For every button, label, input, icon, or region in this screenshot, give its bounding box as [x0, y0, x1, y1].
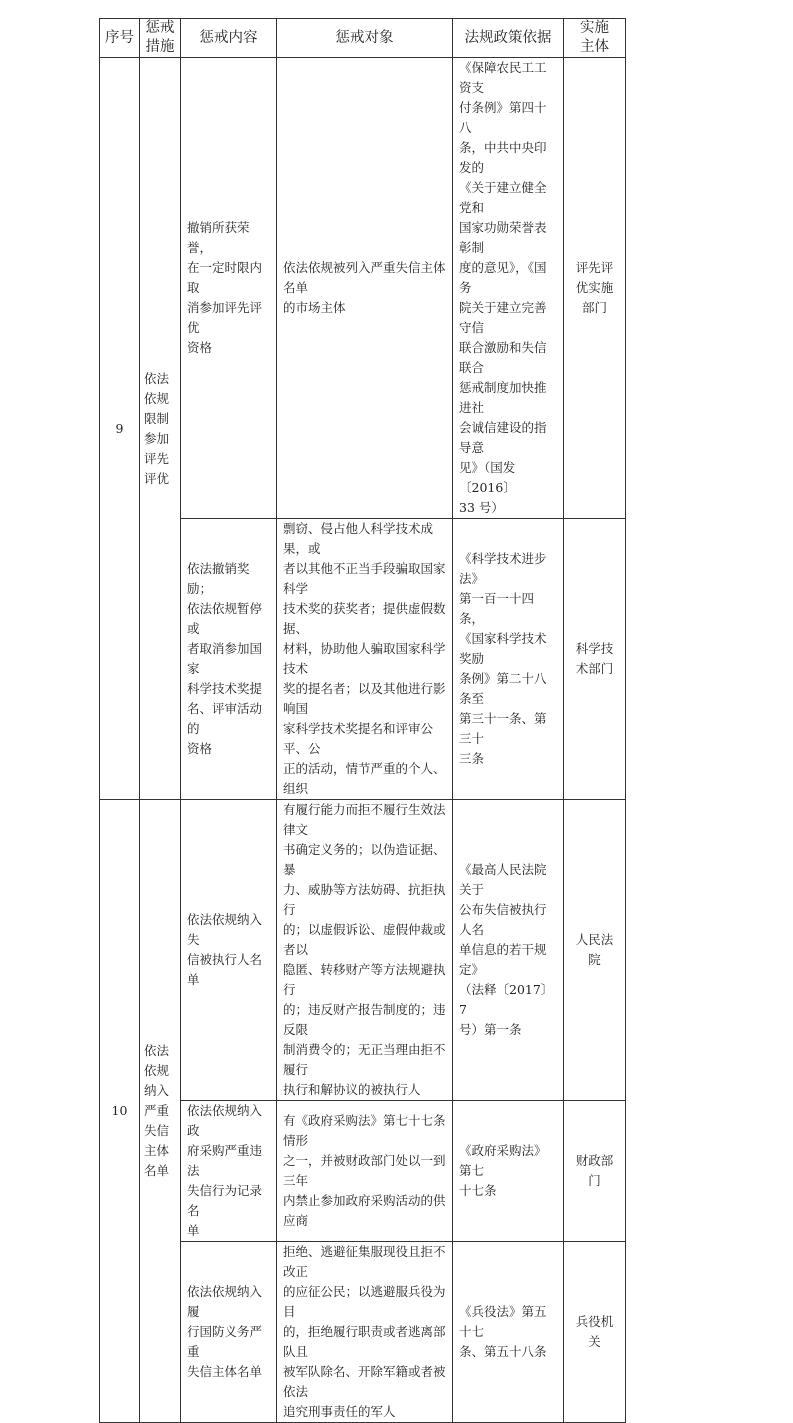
punishment-target: 拒绝、逃避征集服现役且拒不改正 的应征公民；以逃避服兵役为目 的，拒绝履行职责或者逃离部队且 被军队除名、开除军籍或者被依法 追究刑事责任的军人	[277, 1242, 453, 1423]
punishment-table	[99, 18, 626, 1423]
punishment-content: 依法依规纳入失 信被执行人名单	[181, 800, 277, 1101]
header-measure: 惩戒 措施	[140, 19, 181, 58]
punishment-content: 撤销所获荣誉， 在一定时限内取 消参加评先评优 资格	[181, 58, 277, 519]
implementing-agency: 科学技 术部门	[564, 519, 626, 800]
header-agency: 实施 主体	[564, 19, 626, 58]
punishment-content: 依法依规纳入政 府采购严重违法 失信行为记录名 单	[181, 1101, 277, 1242]
policy-basis: 《最高人民法院关于 公布失信被执行人名 单信息的若干规定》 （法释〔2017〕7 号）第一条	[453, 800, 564, 1101]
punishment-target: 有《政府采购法》第七十七条情形 之一，并被财政部门处以一到三年 内禁止参加政府采购活动的供应商	[277, 1101, 453, 1242]
punishment-target: 有履行能力而拒不履行生效法律文 书确定义务的；以伪造证据、暴 力、威胁等方法妨碍、抗拒执行 的；以虚假诉讼、虚假仲裁或者以 隐匿、转移财产等方法规避执行 的；违反财产报告制度的；违反限 制消费令的；无正当理由拒不履行 执行和解协议的被执行人	[277, 800, 453, 1101]
header-content: 惩戒内容	[181, 19, 277, 58]
table-header-row	[100, 19, 626, 58]
implementing-agency: 财政部 门	[564, 1101, 626, 1242]
punishment-measure: 依法 依规 纳入 严重 失信 主体 名单	[140, 800, 181, 1423]
punishment-target: 剽窃、侵占他人科学技术成果，或 者以其他不正当手段骗取国家科学 技术奖的获奖者；提供虚假数据、 材料，协助他人骗取国家科学技术 奖的提名者；以及其他进行影响国 家科学技术奖提名和评审公平、公 正的活动，情节严重的个人、组织	[277, 519, 453, 800]
row-number: 10	[100, 800, 140, 1423]
implementing-agency: 评先评 优实施 部门	[564, 58, 626, 519]
punishment-content: 依法依规纳入履 行国防义务严重 失信主体名单	[181, 1242, 277, 1423]
header-no: 序号	[100, 19, 140, 58]
punishment-measure: 依法 依规 限制 参加 评先 评优	[140, 58, 181, 800]
policy-basis: 《科学技术进步法》 第一百一十四条， 《国家科学技术奖励 条例》第二十八条至 第三十一条、第三十 三条	[453, 519, 564, 800]
table-row	[100, 58, 626, 519]
policy-basis: 《政府采购法》第七 十七条	[453, 1101, 564, 1242]
policy-basis: 《保障农民工工资支 付条例》第四十八 条，中共中央印发的 《关于建立健全党和 国家功勋荣誉表彰制 度的意见》，《国务 院关于建立完善守信 联合激励和失信联合 惩戒制度加快推进社 会诚信建设的指导意 见》（国发〔2016〕 33 号）	[453, 58, 564, 519]
implementing-agency: 人民法 院	[564, 800, 626, 1101]
implementing-agency: 兵役机 关	[564, 1242, 626, 1423]
row-number: 9	[100, 58, 140, 800]
policy-basis: 《兵役法》第五十七 条、第五十八条	[453, 1242, 564, 1423]
punishment-content: 依法撤销奖励； 依法依规暂停或 者取消参加国家 科学技术奖提 名、评审活动的 资格	[181, 519, 277, 800]
header-target: 惩戒对象	[277, 19, 453, 58]
header-basis: 法规政策依据	[453, 19, 564, 58]
punishment-target: 依法依规被列入严重失信主体名单 的市场主体	[277, 58, 453, 519]
